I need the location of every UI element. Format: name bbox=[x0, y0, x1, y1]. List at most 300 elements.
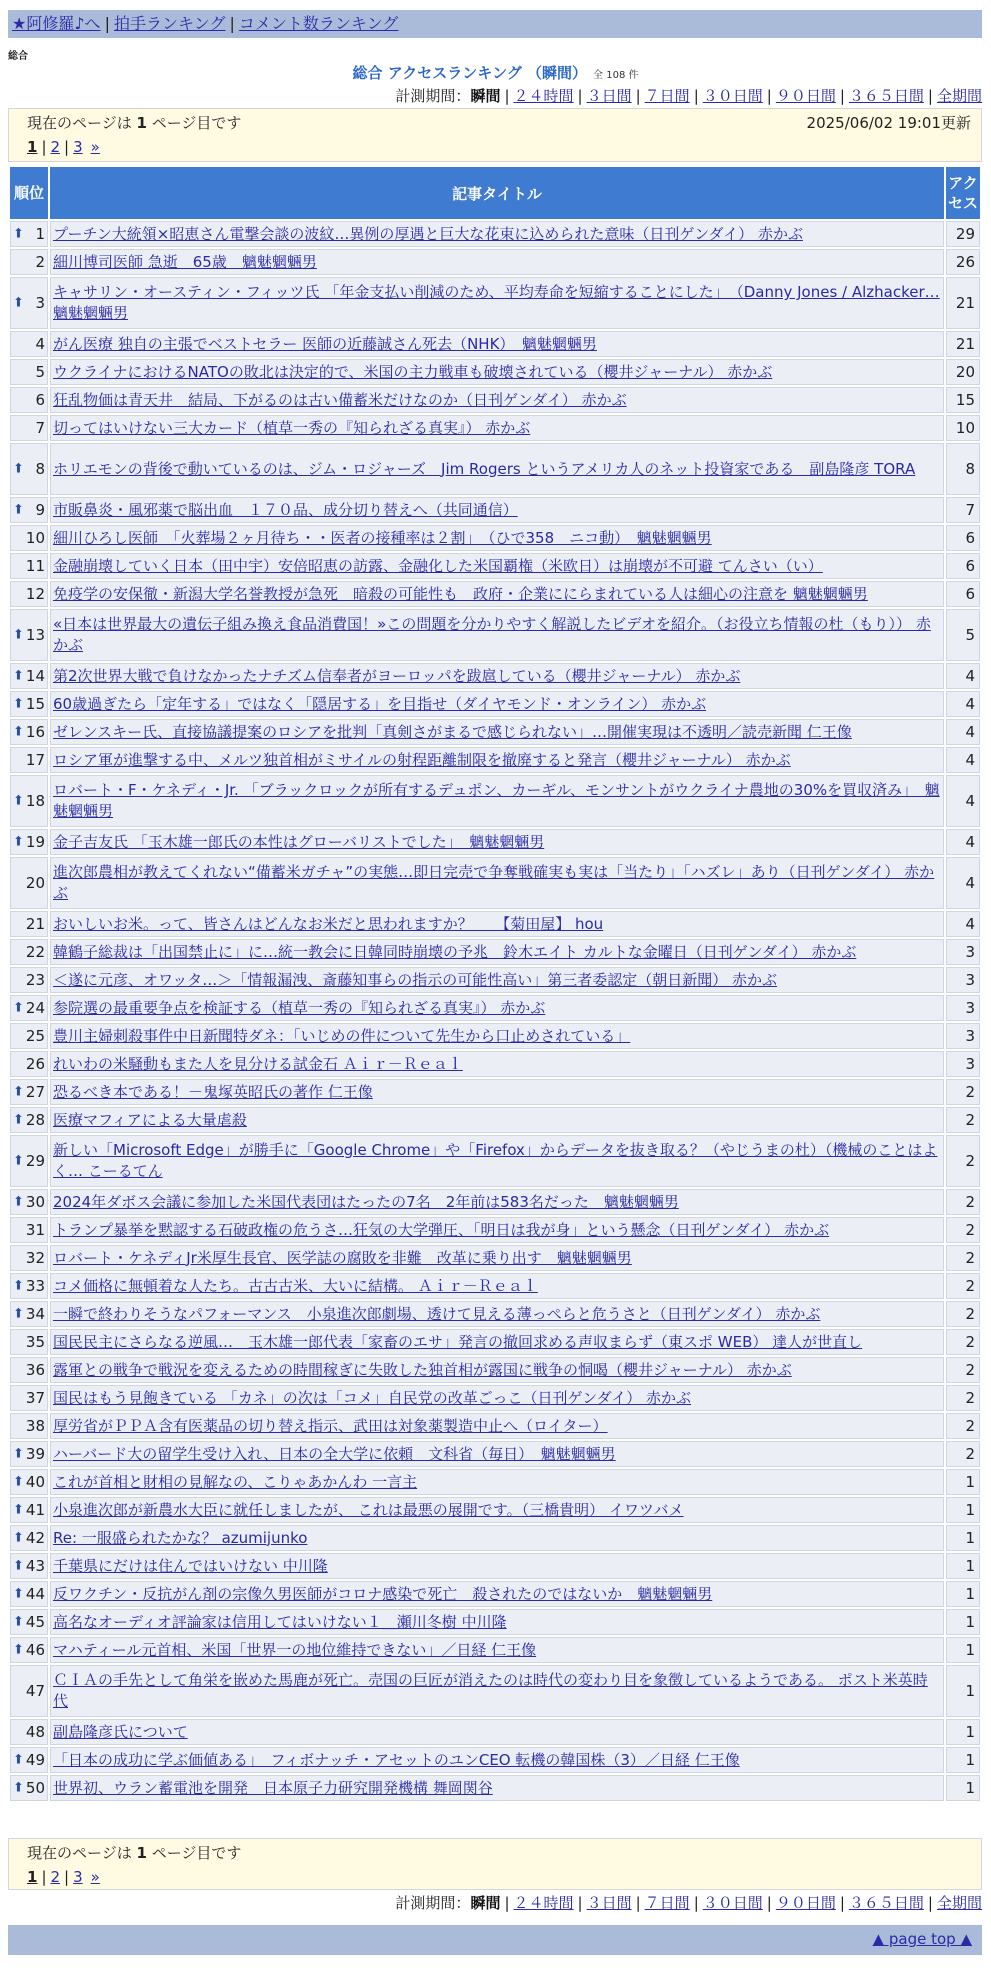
rank-cell bbox=[10, 1107, 48, 1133]
nav-link-applause-ranking[interactable]: 拍手ランキング bbox=[113, 14, 226, 33]
table-row bbox=[10, 581, 980, 607]
rank-cell bbox=[10, 691, 48, 717]
period-link-3d[interactable]: ３日間 bbox=[586, 1894, 632, 1912]
article-link[interactable]: «日本は世界最大の遺伝子組み換え食品消費国！»この問題を分かりやすく解説したビデオを紹介。（お役立ち情報の杜（もり）） 赤かぶ bbox=[53, 615, 931, 654]
rank-number: 38 bbox=[25, 1417, 45, 1435]
title-cell bbox=[50, 1775, 944, 1801]
rank-cell bbox=[10, 609, 48, 661]
title-cell bbox=[50, 1329, 944, 1355]
article-link[interactable]: 新しい「Microsoft Edge」が勝手に「Google Chrome」や「Firefox」からデータを抜き取る？（やじうまの杜）（機械のことはよく… こーるてん bbox=[53, 1141, 938, 1180]
rank-cell bbox=[10, 1665, 48, 1717]
table-row bbox=[10, 829, 980, 855]
access-count: 4 bbox=[946, 719, 980, 745]
rank-number: 14 bbox=[25, 667, 45, 685]
rank-cell bbox=[10, 911, 48, 937]
rank-cell bbox=[10, 1079, 48, 1105]
article-link[interactable]: ロバート・F・ケネディ・Jr. 「ブラックロックが所有するデュポン、カーギル、モンサントがウクライナ農地の30%を買収済み」 魑魅魍魎男 bbox=[53, 781, 940, 820]
rank-cell bbox=[10, 415, 48, 441]
rank-number: 27 bbox=[25, 1083, 45, 1101]
period-label: 計測期間： bbox=[395, 1894, 471, 1912]
rank-cell bbox=[10, 1413, 48, 1439]
rank-number: 1 bbox=[35, 225, 45, 243]
rank-up-arrow-icon: ⬆ bbox=[13, 1614, 24, 1630]
table-row bbox=[10, 387, 980, 413]
article-link[interactable]: プーチン大統領×昭恵さん電撃会談の波紋…異例の厚遇と巨大な花束に込められた意味（日刊ゲンダイ） 赤かぶ bbox=[53, 224, 803, 243]
rank-up-arrow-icon: ⬆ bbox=[13, 834, 24, 850]
article-link[interactable]: 狂乱物価は青天井 結局、下がるのは古い備蓄米だけなのか（日刊ゲンダイ） 赤かぶ bbox=[53, 390, 627, 409]
period-link-30d[interactable]: ３０日間 bbox=[702, 87, 763, 105]
article-link[interactable]: これが首相と財相の見解なの、こりゃあかんわ 一言主 bbox=[53, 1472, 418, 1491]
article-link[interactable]: ウクライナにおけるNATOの敗北は決定的で、米国の主力戦車も破壊されている（櫻井ジャーナル） 赤かぶ bbox=[53, 362, 773, 381]
rank-cell bbox=[10, 1329, 48, 1355]
article-link[interactable]: 市販鼻炎・風邪薬で脳出血 １７０品、成分切り替えへ（共同通信） bbox=[53, 500, 518, 519]
rank-up-arrow-icon: ⬆ bbox=[13, 793, 24, 809]
access-count: 1 bbox=[946, 1497, 980, 1523]
period-current: 瞬間 bbox=[470, 87, 501, 105]
article-link[interactable]: れいわの米騒動もまた人を見分ける試金石 Ａｉｒ－Ｒｅａｌ bbox=[53, 1054, 463, 1073]
title-cell bbox=[50, 1107, 944, 1133]
pager-top bbox=[8, 108, 982, 162]
article-link[interactable]: ホリエモンの背後で動いているのは、ジム・ロジャーズ Jim Rogers というアメリカ人のネット投資家である 副島隆彦 TORA bbox=[53, 459, 916, 478]
rank-cell bbox=[10, 497, 48, 523]
article-link[interactable]: 世界初、ウラン蓄電池を開発 日本原子力研究開発機構 舞岡関谷 bbox=[53, 1778, 493, 1797]
access-count: 1 bbox=[946, 1609, 980, 1635]
access-count: 2 bbox=[946, 1301, 980, 1327]
rank-number: 23 bbox=[25, 971, 45, 989]
article-link[interactable]: マハティール元首相、米国「世界一の地位維持できない」／日経 仁王像 bbox=[53, 1640, 537, 1659]
access-count: 1 bbox=[946, 1775, 980, 1801]
rank-up-arrow-icon: ⬆ bbox=[13, 668, 24, 684]
table-row bbox=[10, 1747, 980, 1773]
table-row bbox=[10, 1553, 980, 1579]
rank-cell bbox=[10, 995, 48, 1021]
rank-number: 10 bbox=[25, 529, 45, 547]
period-link-365d[interactable]: ３６５日間 bbox=[848, 1894, 924, 1912]
rank-number: 49 bbox=[25, 1751, 45, 1769]
access-count: 1 bbox=[946, 1469, 980, 1495]
period-link-90d[interactable]: ９０日間 bbox=[775, 1894, 836, 1912]
rank-number: 45 bbox=[25, 1613, 45, 1631]
period-link-all[interactable]: 全期間 bbox=[936, 87, 982, 105]
title-cell bbox=[50, 1023, 944, 1049]
table-row bbox=[10, 967, 980, 993]
rank-cell bbox=[10, 1609, 48, 1635]
page-current-bottom: 1 bbox=[27, 1868, 38, 1886]
title-cell bbox=[50, 1525, 944, 1551]
article-link[interactable]: 厚労省がＰＰＡ含有医薬品の切り替え指示、武田は対象薬製造中止へ（ロイター） bbox=[53, 1416, 608, 1435]
table-row bbox=[10, 1023, 980, 1049]
period-link-30d[interactable]: ３０日間 bbox=[702, 1894, 763, 1912]
ranking-table bbox=[8, 165, 982, 1803]
article-link[interactable]: 千葉県にだけは住んではいけない 中川隆 bbox=[53, 1556, 328, 1575]
article-link[interactable]: 韓鶴子総裁は「出国禁止に」に…統一教会に日韓同時崩壊の予兆 鈴木エイト カルトな金曜日（日刊ゲンダイ） 赤かぶ bbox=[53, 942, 857, 961]
nav-link-asyura-home[interactable]: ★阿修羅♪へ bbox=[12, 14, 101, 33]
period-selector-top: 計測期間：瞬間 | ２４時間 | ３日間 | ７日間 | ３０日間 | ９０日間 | ３６５日間 | 全期間 bbox=[395, 87, 982, 105]
pager-bottom bbox=[8, 1838, 982, 1890]
article-link[interactable]: 副島隆彦氏について bbox=[53, 1722, 188, 1741]
article-link[interactable]: 細川ひろし医師 「火葬場２ヶ月待ち・・医者の接種率は２割」 （ひで358 ニコ動） 魑魅魍魎男 bbox=[53, 528, 712, 547]
rank-up-arrow-icon: ⬆ bbox=[13, 461, 24, 477]
rank-cell bbox=[10, 829, 48, 855]
title-cell bbox=[50, 331, 944, 357]
access-count: 29 bbox=[946, 221, 980, 247]
rank-up-arrow-icon: ⬆ bbox=[13, 1153, 24, 1169]
access-count: 4 bbox=[946, 663, 980, 689]
article-link[interactable]: トランプ暴挙を黙認する石破政権の危うさ…狂気の大学弾圧、「明日は我が身」という懸念（日刊ゲンダイ） 赤かぶ bbox=[53, 1220, 830, 1239]
page-link-3-bottom[interactable]: 3 bbox=[73, 1868, 83, 1886]
title-cell bbox=[50, 995, 944, 1021]
access-count: 1 bbox=[946, 1525, 980, 1551]
table-row bbox=[10, 719, 980, 745]
access-count: 4 bbox=[946, 747, 980, 773]
rank-cell bbox=[10, 967, 48, 993]
rank-number: 29 bbox=[25, 1152, 45, 1170]
rank-cell bbox=[10, 663, 48, 689]
article-link[interactable]: がん医療 独自の主張でベストセラー 医師の近藤誠さん死去（NHK） 魑魅魍魎男 bbox=[53, 334, 597, 353]
period-link-3d[interactable]: ３日間 bbox=[586, 87, 632, 105]
title-cell bbox=[50, 1469, 944, 1495]
article-link[interactable]: ゼレンスキー氏、直接協議提案のロシアを批判「真剣さがまるで感じられない」…開催実現は不透明／読売新聞 仁王像 bbox=[53, 722, 852, 741]
title-cell bbox=[50, 1273, 944, 1299]
article-link[interactable]: コメ価格に無頓着な人たち。古古古米、大いに結構。 Ａｉｒ－Ｒｅａｌ bbox=[53, 1276, 538, 1295]
page-link-3[interactable]: 3 bbox=[73, 138, 83, 156]
rank-number: 13 bbox=[25, 626, 45, 644]
article-link[interactable]: 国民はもう見飽きている 「カネ」の次は「コメ」自民党の改革ごっこ（日刊ゲンダイ） 赤かぶ bbox=[53, 1388, 692, 1407]
article-link[interactable]: 反ワクチン・反抗がん剤の宗像久男医師がコロナ感染で死亡 殺されたのではないか 魑魅魍魎男 bbox=[53, 1584, 713, 1603]
table-row bbox=[10, 1497, 980, 1523]
table-row bbox=[10, 359, 980, 385]
title-cell bbox=[50, 387, 944, 413]
access-count: 4 bbox=[946, 775, 980, 827]
rank-cell bbox=[10, 553, 48, 579]
access-count: 7 bbox=[946, 497, 980, 523]
article-link[interactable]: 第2次世界大戦で負けなかったナチズム信奉者がヨーロッパを跋扈している（櫻井ジャーナル） 赤かぶ bbox=[53, 666, 741, 685]
access-count: 4 bbox=[946, 691, 980, 717]
rank-cell bbox=[10, 1189, 48, 1215]
rank-up-arrow-icon: ⬆ bbox=[13, 1752, 24, 1768]
rank-cell bbox=[10, 525, 48, 551]
rank-cell bbox=[10, 359, 48, 385]
title-cell bbox=[50, 1497, 944, 1523]
title-cell bbox=[50, 719, 944, 745]
total-count: 全 108 件 bbox=[593, 70, 639, 81]
title-cell bbox=[50, 1189, 944, 1215]
access-count: 1 bbox=[946, 1637, 980, 1663]
footer-bar bbox=[8, 1925, 982, 1955]
rank-cell bbox=[10, 747, 48, 773]
article-link[interactable]: 小泉進次郎が新農水大臣に就任しましたが、 これは最悪の展開です。（三橋貴明） イワツバメ bbox=[53, 1500, 684, 1519]
table-row bbox=[10, 1051, 980, 1077]
access-count: 1 bbox=[946, 1719, 980, 1745]
period-link-7d[interactable]: ７日間 bbox=[644, 1894, 690, 1912]
rank-number: 7 bbox=[35, 419, 45, 437]
table-row bbox=[10, 1301, 980, 1327]
title-cell bbox=[50, 1245, 944, 1271]
table-header bbox=[10, 167, 980, 219]
page-next-link[interactable]: » bbox=[90, 138, 100, 156]
rank-number: 20 bbox=[25, 874, 45, 892]
article-link[interactable]: 金融崩壊していく日本（田中宇）安倍昭恵の訪露、金融化した米国覇権（米欧日）は崩壊が不可避 てんさい（い） bbox=[53, 556, 823, 575]
article-link[interactable]: 進次郎農相が教えてくれない“備蓄米ガチャ”の実態…即日完売で争奪戦確実も実は「当たり」「ハズレ」あり（日刊ゲンダイ） 赤かぶ bbox=[53, 863, 935, 902]
rank-cell bbox=[10, 1497, 48, 1523]
title-cell bbox=[50, 221, 944, 247]
table-row bbox=[10, 1107, 980, 1133]
rank-number: 32 bbox=[25, 1249, 45, 1267]
article-link[interactable]: 高名なオーディオ評論家は信用してはいけない１＿瀬川冬樹 中川隆 bbox=[53, 1612, 507, 1631]
rank-number: 41 bbox=[25, 1501, 45, 1519]
rank-cell bbox=[10, 1581, 48, 1607]
rank-cell bbox=[10, 719, 48, 745]
rank-up-arrow-icon: ⬆ bbox=[13, 724, 24, 740]
access-count: 2 bbox=[946, 1413, 980, 1439]
access-count: 20 bbox=[946, 359, 980, 385]
title-cell bbox=[50, 1217, 944, 1243]
title-cell bbox=[50, 747, 944, 773]
table-row bbox=[10, 443, 980, 495]
table-row bbox=[10, 553, 980, 579]
title-cell bbox=[50, 1079, 944, 1105]
title-cell bbox=[50, 1357, 944, 1383]
table-row bbox=[10, 1413, 980, 1439]
table-row bbox=[10, 663, 980, 689]
access-count: 2 bbox=[946, 1385, 980, 1411]
access-count: 21 bbox=[946, 277, 980, 329]
article-link[interactable]: ＜遂に元彦、オワッタ…＞「情報漏洩、斎藤知事らの指示の可能性高い」第三者委認定（朝日新聞） 赤かぶ bbox=[53, 970, 778, 989]
rank-cell bbox=[10, 1719, 48, 1745]
access-count: 8 bbox=[946, 443, 980, 495]
rank-number: 12 bbox=[25, 585, 45, 603]
access-count: 3 bbox=[946, 939, 980, 965]
table-row bbox=[10, 221, 980, 247]
access-count: 4 bbox=[946, 829, 980, 855]
page-link-2-bottom[interactable]: 2 bbox=[50, 1868, 61, 1886]
rank-number: 5 bbox=[35, 363, 45, 381]
rank-up-arrow-icon: ⬆ bbox=[13, 1000, 24, 1016]
access-count: 21 bbox=[946, 331, 980, 357]
rank-up-arrow-icon: ⬆ bbox=[13, 1084, 24, 1100]
rank-cell bbox=[10, 331, 48, 357]
access-count: 2 bbox=[946, 1189, 980, 1215]
article-link[interactable]: 医療マフィアによる大量虐殺 bbox=[53, 1110, 247, 1129]
rank-number: 33 bbox=[25, 1277, 45, 1295]
table-row bbox=[10, 1189, 980, 1215]
rank-cell bbox=[10, 775, 48, 827]
rank-number: 47 bbox=[25, 1682, 45, 1700]
table-row bbox=[10, 1329, 980, 1355]
table-row bbox=[10, 1079, 980, 1105]
access-count: 3 bbox=[946, 1051, 980, 1077]
title-cell bbox=[50, 775, 944, 827]
rank-cell bbox=[10, 857, 48, 909]
article-link[interactable]: ハーバード大の留学生受け入れ、日本の全大学に依頼 文科省（毎日） 魑魅魍魎男 bbox=[53, 1444, 616, 1463]
rank-cell bbox=[10, 1135, 48, 1187]
access-count: 1 bbox=[946, 1747, 980, 1773]
header-title: 記事タイトル bbox=[50, 167, 944, 219]
rank-number: 22 bbox=[25, 943, 45, 961]
period-link-24h[interactable]: ２４時間 bbox=[513, 87, 574, 105]
rank-number: 37 bbox=[25, 1389, 45, 1407]
title-cell bbox=[50, 691, 944, 717]
page-link-2[interactable]: 2 bbox=[50, 138, 61, 156]
rank-number: 25 bbox=[25, 1027, 45, 1045]
period-current: 瞬間 bbox=[470, 1894, 501, 1912]
rank-up-arrow-icon: ⬆ bbox=[13, 696, 24, 712]
article-link[interactable]: 参院選の最重要争点を検証する（植草一秀の『知られざる真実』） 赤かぶ bbox=[53, 998, 546, 1017]
rank-cell bbox=[10, 1747, 48, 1773]
table-row bbox=[10, 1273, 980, 1299]
article-link[interactable]: 一瞬で終わりそうなパフォーマンス 小泉進次郎劇場、透けて見える薄っぺらと危うさと（日刊ゲンダイ） 赤かぶ bbox=[53, 1304, 821, 1323]
table-row bbox=[10, 415, 980, 441]
title-cell bbox=[50, 1413, 944, 1439]
rank-number: 21 bbox=[25, 915, 45, 933]
rank-cell bbox=[10, 1525, 48, 1551]
table-row bbox=[10, 911, 980, 937]
header-count: アクセス bbox=[946, 167, 980, 219]
title-cell bbox=[50, 857, 944, 909]
rank-number: 8 bbox=[35, 460, 45, 478]
access-count: 3 bbox=[946, 967, 980, 993]
article-link[interactable]: ロバート・ケネディJr米厚生長官、医学誌の腐敗を非難 改革に乗り出す 魑魅魍魎男 bbox=[53, 1248, 632, 1267]
rank-number: 3 bbox=[35, 294, 45, 312]
title-cell bbox=[50, 1581, 944, 1607]
article-link[interactable]: 60歳過ぎたら「定年する」ではなく「隠居する」を目指せ（ダイヤモンド・オンライン） 赤かぶ bbox=[53, 694, 707, 713]
rank-number: 43 bbox=[25, 1557, 45, 1575]
article-link[interactable]: 豊川主婦刺殺事件中日新聞特ダネ：「いじめの件について先生から口止めされている」 bbox=[53, 1026, 631, 1045]
access-count: 6 bbox=[946, 553, 980, 579]
rank-number: 17 bbox=[25, 751, 45, 769]
article-link[interactable]: 切ってはいけない三大カード（植草一秀の『知られざる真実』） 赤かぶ bbox=[53, 418, 531, 437]
table-row bbox=[10, 775, 980, 827]
rank-cell bbox=[10, 1553, 48, 1579]
rank-up-arrow-icon: ⬆ bbox=[13, 1194, 24, 1210]
page-next-link-bottom[interactable]: » bbox=[90, 1868, 100, 1886]
access-count: 4 bbox=[946, 857, 980, 909]
article-link[interactable]: ＣＩＡの手先として角栄を嵌めた馬鹿が死亡。売国の巨匠が消えたのは時代の変わり目を象徴しているようである。 ポスト米英時代 bbox=[53, 1671, 928, 1710]
table-row bbox=[10, 525, 980, 551]
article-link[interactable]: 細川博司医師 急逝 65歳 魑魅魍魎男 bbox=[53, 252, 317, 271]
table-row bbox=[10, 747, 980, 773]
header-rank: 順位 bbox=[10, 167, 48, 219]
table-row bbox=[10, 277, 980, 329]
rank-number: 28 bbox=[25, 1111, 45, 1129]
article-link[interactable]: 「日本の成功に学ぶ価値ある」 フィボナッチ・アセットのユンCEO 転機の韓国株（3）／日経 仁王像 bbox=[53, 1750, 740, 1769]
article-link[interactable]: 免疫学の安保徹・新潟大学名誉教授が急死 暗殺の可能性も 政府・企業ににらまれている人は細心の注意を 魑魅魍魎男 bbox=[53, 584, 868, 603]
period-link-24h[interactable]: ２４時間 bbox=[513, 1894, 574, 1912]
rank-up-arrow-icon: ⬆ bbox=[13, 1278, 24, 1294]
rank-cell bbox=[10, 939, 48, 965]
updated-timestamp: 2025/06/02 19:01更新 bbox=[806, 114, 971, 132]
access-count: 1 bbox=[946, 1553, 980, 1579]
article-link[interactable]: Re: 一服盛られたかな？ azumijunko bbox=[53, 1528, 308, 1547]
rank-number: 42 bbox=[25, 1529, 45, 1547]
rank-up-arrow-icon: ⬆ bbox=[13, 1780, 24, 1796]
rank-cell bbox=[10, 387, 48, 413]
article-link[interactable]: おいしいお米。って、皆さんはどんなお米だと思われますか？ 【菊田屋】 hou bbox=[53, 914, 604, 933]
table-row bbox=[10, 1581, 980, 1607]
access-count: 26 bbox=[946, 249, 980, 275]
access-count: 2 bbox=[946, 1273, 980, 1299]
title-cell bbox=[50, 829, 944, 855]
rank-up-arrow-icon: ⬆ bbox=[13, 627, 24, 643]
table-row bbox=[10, 1441, 980, 1467]
ranking-rows bbox=[10, 221, 980, 1801]
rank-number: 4 bbox=[35, 335, 45, 353]
table-row bbox=[10, 1469, 980, 1495]
rank-cell bbox=[10, 1023, 48, 1049]
article-link[interactable]: 露軍との戦争で戦況を変えるための時間稼ぎに失敗した独首相が露国に戦争の恫喝（櫻井ジャーナル） 赤かぶ bbox=[53, 1360, 792, 1379]
title-cell bbox=[50, 525, 944, 551]
article-link[interactable]: 金子吉友氏 「玉木雄一郎氏の本性はグローバリストでした」 魑魅魍魎男 bbox=[53, 832, 545, 851]
period-link-365d[interactable]: ３６５日間 bbox=[848, 87, 924, 105]
access-count: 1 bbox=[946, 1581, 980, 1607]
title-cell bbox=[50, 1441, 944, 1467]
period-selector-bottom: 計測期間：瞬間 | ２４時間 | ３日間 | ７日間 | ３０日間 | ９０日間 | ３６５日間 | 全期間 bbox=[395, 1894, 982, 1912]
title-cell bbox=[50, 1385, 944, 1411]
article-link[interactable]: 国民民主にさらなる逆風… 玉木雄一郎代表「家畜のエサ」発言の撤回求める声収まらず（東スポ WEB） 達人が世直し bbox=[53, 1332, 863, 1351]
rank-number: 24 bbox=[25, 999, 45, 1017]
title-cell bbox=[50, 1747, 944, 1773]
rank-number: 40 bbox=[25, 1473, 45, 1491]
table-row bbox=[10, 1245, 980, 1271]
rank-up-arrow-icon: ⬆ bbox=[13, 1530, 24, 1546]
table-row bbox=[10, 1357, 980, 1383]
title-cell bbox=[50, 581, 944, 607]
title-cell bbox=[50, 939, 944, 965]
title-cell bbox=[50, 911, 944, 937]
title-cell bbox=[50, 1637, 944, 1663]
rank-cell bbox=[10, 1245, 48, 1271]
period-link-all[interactable]: 全期間 bbox=[936, 1894, 982, 1912]
table-row bbox=[10, 1135, 980, 1187]
top-navigation: ★阿修羅♪へ | 拍手ランキング | コメント数ランキング bbox=[8, 10, 982, 38]
article-link[interactable]: キャサリン・オースティン・フィッツ氏 「年金支払い削減のため、平均寿命を短縮することにした」 （Danny Jones / Alzhacker… 魑魅魍魎男 bbox=[53, 283, 940, 322]
rank-cell bbox=[10, 1637, 48, 1663]
rank-number: 35 bbox=[25, 1333, 45, 1351]
rank-cell bbox=[10, 1217, 48, 1243]
access-count: 15 bbox=[946, 387, 980, 413]
access-count: 3 bbox=[946, 1023, 980, 1049]
rank-number: 31 bbox=[25, 1221, 45, 1239]
page-title bbox=[0, 62, 991, 87]
article-link[interactable]: ロシア軍が進撃する中、メルツ独首相がミサイルの射程距離制限を撤廃すると発言（櫻井ジャーナル） 赤かぶ bbox=[53, 750, 791, 769]
title-cell bbox=[50, 1665, 944, 1717]
rank-up-arrow-icon: ⬆ bbox=[13, 1586, 24, 1602]
rank-up-arrow-icon: ⬆ bbox=[13, 1502, 24, 1518]
title-cell bbox=[50, 415, 944, 441]
title-cell bbox=[50, 1719, 944, 1745]
period-link-7d[interactable]: ７日間 bbox=[644, 87, 690, 105]
page-top-link[interactable]: ▲ page top ▲ bbox=[872, 1930, 972, 1948]
article-link[interactable]: 2024年ダボス会議に参加した米国代表団はたったの7名 2年前は583名だった 魑魅魍魎男 bbox=[53, 1192, 679, 1211]
rank-cell bbox=[10, 1301, 48, 1327]
rank-cell bbox=[10, 1273, 48, 1299]
article-link[interactable]: 恐るべき本である！－鬼塚英昭氏の著作 仁王像 bbox=[53, 1082, 373, 1101]
rank-up-arrow-icon: ⬆ bbox=[13, 226, 24, 242]
table-row bbox=[10, 1385, 980, 1411]
rank-number: 44 bbox=[25, 1585, 45, 1603]
table-row bbox=[10, 995, 980, 1021]
rank-number: 9 bbox=[35, 501, 45, 519]
period-link-90d[interactable]: ９０日間 bbox=[775, 87, 836, 105]
title-cell bbox=[50, 277, 944, 329]
access-count: 2 bbox=[946, 1079, 980, 1105]
rank-number: 2 bbox=[35, 253, 45, 271]
rank-number: 36 bbox=[25, 1361, 45, 1379]
access-count: 3 bbox=[946, 995, 980, 1021]
nav-link-comment-ranking[interactable]: コメント数ランキング bbox=[238, 14, 399, 33]
access-count: 2 bbox=[946, 1245, 980, 1271]
access-count: 2 bbox=[946, 1107, 980, 1133]
